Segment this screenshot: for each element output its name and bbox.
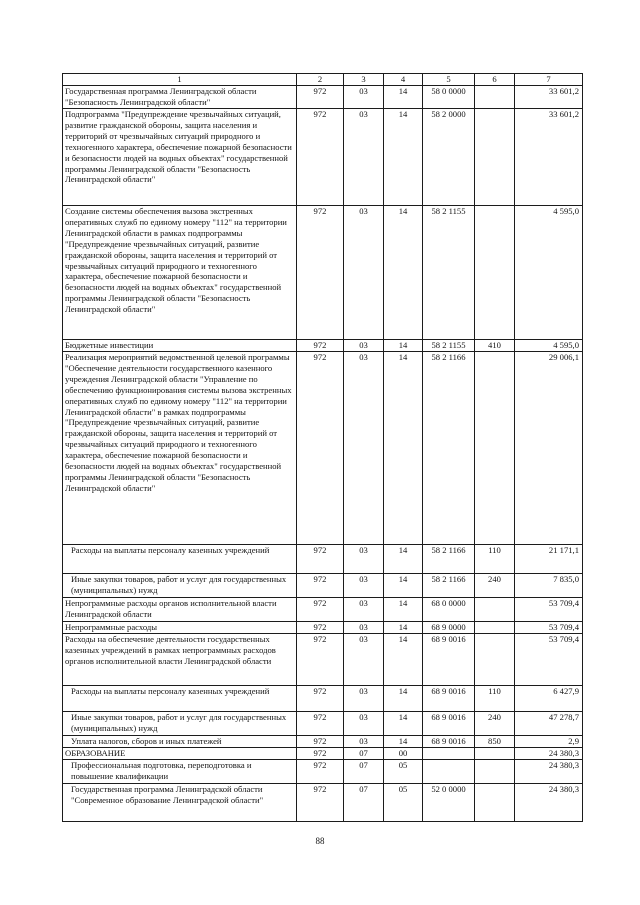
table-cell-pr: 14 <box>384 574 423 598</box>
table-row <box>63 784 583 822</box>
table-row <box>63 712 583 736</box>
table-cell-name: Расходы на обеспечение деятельности государственных казенных учреждений в рамках непрограммных расходов органов исполнительной власти Ленинградской области <box>63 634 297 686</box>
table-cell-sum: 4 595,0 <box>515 340 583 352</box>
table-cell-ved: 972 <box>297 206 344 340</box>
table-cell-sum: 53 709,4 <box>515 622 583 634</box>
table-cell-csr: 58 2 1155 <box>423 340 475 352</box>
table-cell-sum: 33 601,2 <box>515 109 583 206</box>
table-row <box>63 545 583 574</box>
table-cell-name: Государственная программа Ленинградской области "Современное образование Ленинградской области" <box>63 784 297 822</box>
table-row <box>63 598 583 622</box>
table-cell-ved: 972 <box>297 574 344 598</box>
table-cell-pr: 14 <box>384 622 423 634</box>
table-cell-csr: 58 2 1166 <box>423 545 475 574</box>
table-cell-rz: 03 <box>344 109 384 206</box>
table-row <box>63 760 583 784</box>
column-header: 7 <box>515 74 583 86</box>
table-cell-pr: 14 <box>384 109 423 206</box>
column-header: 4 <box>384 74 423 86</box>
table-cell-ved: 972 <box>297 748 344 760</box>
table-cell-vr <box>475 784 515 822</box>
table-row <box>63 340 583 352</box>
table-cell-pr: 14 <box>384 352 423 545</box>
table-cell-vr <box>475 634 515 686</box>
column-header: 5 <box>423 74 475 86</box>
table-cell-csr: 68 9 0016 <box>423 736 475 748</box>
table-row <box>63 86 583 109</box>
table-cell-csr: 68 9 0016 <box>423 634 475 686</box>
table-cell-vr <box>475 86 515 109</box>
table-cell-name: Государственная программа Ленинградской области "Безопасность Ленинградской области" <box>63 86 297 109</box>
table-cell-pr: 14 <box>384 686 423 712</box>
table-cell-name: Иные закупки товаров, работ и услуг для государственных (муниципальных) нужд <box>63 574 297 598</box>
table-cell-rz: 07 <box>344 784 384 822</box>
table-cell-ved: 972 <box>297 545 344 574</box>
table-cell-csr <box>423 760 475 784</box>
table-cell-vr: 110 <box>475 686 515 712</box>
table-cell-pr: 14 <box>384 545 423 574</box>
table-cell-name: Реализация мероприятий ведомственной целевой программы "Обеспечение деятельности государственного казенного учреждения Ленинградской области "Управление по обеспечению функционирования системы вызова экстренных оперативных служб по единому номеру "112" на территории Ленинградской области" в рамках подпрограммы "Предупреждение чрезвычайных ситуаций, развитие гражданской обороны, защита населения и территорий от чрезвычайных ситуаций природного и техногенного характера, обеспечение пожарной безопасности и безопасности людей на водных объектах" государственной программы Ленинградской области "Безопасность Ленинградской области" <box>63 352 297 545</box>
table-cell-rz: 07 <box>344 748 384 760</box>
table-cell-pr: 14 <box>384 712 423 736</box>
table-cell-name: Непрограммные расходы органов исполнительной власти Ленинградской области <box>63 598 297 622</box>
page-number: 88 <box>315 836 325 846</box>
table-cell-csr: 68 9 0000 <box>423 622 475 634</box>
table-cell-name: Расходы на выплаты персоналу казенных учреждений <box>63 545 297 574</box>
table-cell-sum: 6 427,9 <box>515 686 583 712</box>
table-cell-ved: 972 <box>297 686 344 712</box>
table-cell-csr: 58 2 0000 <box>423 109 475 206</box>
table-cell-sum: 2,9 <box>515 736 583 748</box>
table-cell-name: Расходы на выплаты персоналу казенных учреждений <box>63 686 297 712</box>
table-cell-ved: 972 <box>297 109 344 206</box>
table-cell-ved: 972 <box>297 784 344 822</box>
table-cell-ved: 972 <box>297 634 344 686</box>
table-row <box>63 634 583 686</box>
table-cell-vr <box>475 598 515 622</box>
table-cell-name: Создание системы обеспечения вызова экстренных оперативных служб по единому номеру "112" на территории Ленинградской области в рамках подпрограммы "Предупреждение чрезвычайных ситуаций, развитие гражданской обороны, защита населения и территорий от чрезвычайных ситуаций природного и техногенного характера, обеспечение пожарной безопасности и безопасности людей на водных объектах" государственной программы Ленинградской области "Безопасность Ленинградской области" <box>63 206 297 340</box>
table-cell-ved: 972 <box>297 598 344 622</box>
table-cell-csr: 68 9 0016 <box>423 712 475 736</box>
table-cell-vr: 850 <box>475 736 515 748</box>
table-cell-ved: 972 <box>297 622 344 634</box>
table-cell-sum: 29 006,1 <box>515 352 583 545</box>
table-cell-rz: 03 <box>344 686 384 712</box>
table-cell-name: Уплата налогов, сборов и иных платежей <box>63 736 297 748</box>
table-cell-rz: 03 <box>344 712 384 736</box>
table-cell-rz: 03 <box>344 598 384 622</box>
table-cell-sum: 24 380,3 <box>515 760 583 784</box>
table-cell-csr: 52 0 0000 <box>423 784 475 822</box>
table-cell-rz: 03 <box>344 206 384 340</box>
table-row <box>63 109 583 206</box>
table-cell-vr <box>475 622 515 634</box>
table-cell-vr: 240 <box>475 712 515 736</box>
table-cell-sum: 53 709,4 <box>515 634 583 686</box>
table-cell-vr: 240 <box>475 574 515 598</box>
table-cell-ved: 972 <box>297 86 344 109</box>
budget-table <box>62 73 583 822</box>
table-cell-csr: 58 0 0000 <box>423 86 475 109</box>
table-cell-ved: 972 <box>297 736 344 748</box>
table-cell-rz: 03 <box>344 622 384 634</box>
table-cell-ved: 972 <box>297 352 344 545</box>
table-cell-sum: 24 380,3 <box>515 784 583 822</box>
table-row <box>63 736 583 748</box>
table-row <box>63 352 583 545</box>
table-cell-csr: 68 9 0016 <box>423 686 475 712</box>
table-cell-vr: 410 <box>475 340 515 352</box>
table-cell-ved: 972 <box>297 340 344 352</box>
table-cell-name: Подпрограмма "Предупреждение чрезвычайных ситуаций, развитие гражданской обороны, защита населения и территорий от чрезвычайных ситуаций природного и техногенного характера, обеспечение пожарной безопасности и безопасности людей на водных объектах" государственной программы Ленинградской области "Безопасность Ленинградской области" <box>63 109 297 206</box>
table-cell-sum: 4 595,0 <box>515 206 583 340</box>
table-cell-rz: 03 <box>344 352 384 545</box>
table-header-row <box>63 74 583 86</box>
table-cell-rz: 03 <box>344 340 384 352</box>
table-cell-name: ОБРАЗОВАНИЕ <box>63 748 297 760</box>
table-row <box>63 206 583 340</box>
table-row <box>63 622 583 634</box>
table-cell-vr <box>475 352 515 545</box>
column-header: 6 <box>475 74 515 86</box>
table-cell-pr: 05 <box>384 760 423 784</box>
table-cell-csr <box>423 748 475 760</box>
table-cell-rz: 03 <box>344 634 384 686</box>
table-cell-vr <box>475 109 515 206</box>
table-cell-pr: 14 <box>384 736 423 748</box>
table-cell-vr <box>475 760 515 784</box>
column-header: 2 <box>297 74 344 86</box>
table-cell-name: Бюджетные инвестиции <box>63 340 297 352</box>
table-cell-pr: 14 <box>384 598 423 622</box>
table-cell-rz: 03 <box>344 545 384 574</box>
table-cell-rz: 03 <box>344 736 384 748</box>
table-row <box>63 686 583 712</box>
table-row <box>63 574 583 598</box>
table-cell-name: Непрограммные расходы <box>63 622 297 634</box>
table-row <box>63 748 583 760</box>
table-cell-pr: 14 <box>384 634 423 686</box>
table-cell-pr: 14 <box>384 86 423 109</box>
table-cell-sum: 21 171,1 <box>515 545 583 574</box>
table-cell-name: Иные закупки товаров, работ и услуг для государственных (муниципальных) нужд <box>63 712 297 736</box>
table-cell-pr: 14 <box>384 206 423 340</box>
table-cell-csr: 58 2 1155 <box>423 206 475 340</box>
table-cell-rz: 03 <box>344 574 384 598</box>
table-cell-sum: 33 601,2 <box>515 86 583 109</box>
table-cell-vr <box>475 206 515 340</box>
table-cell-pr: 00 <box>384 748 423 760</box>
table-cell-csr: 68 0 0000 <box>423 598 475 622</box>
table-cell-pr: 05 <box>384 784 423 822</box>
table-cell-rz: 07 <box>344 760 384 784</box>
table-cell-sum: 47 278,7 <box>515 712 583 736</box>
table-cell-vr: 110 <box>475 545 515 574</box>
table-cell-csr: 58 2 1166 <box>423 352 475 545</box>
table-cell-name: Профессиональная подготовка, переподготовка и повышение квалификации <box>63 760 297 784</box>
table-cell-sum: 53 709,4 <box>515 598 583 622</box>
column-header: 3 <box>344 74 384 86</box>
table-cell-ved: 972 <box>297 760 344 784</box>
table-cell-vr <box>475 748 515 760</box>
table-cell-ved: 972 <box>297 712 344 736</box>
column-header: 1 <box>63 74 297 86</box>
table-cell-csr: 58 2 1166 <box>423 574 475 598</box>
table-cell-rz: 03 <box>344 86 384 109</box>
table-cell-sum: 24 380,3 <box>515 748 583 760</box>
table-cell-pr: 14 <box>384 340 423 352</box>
table-cell-sum: 7 835,0 <box>515 574 583 598</box>
